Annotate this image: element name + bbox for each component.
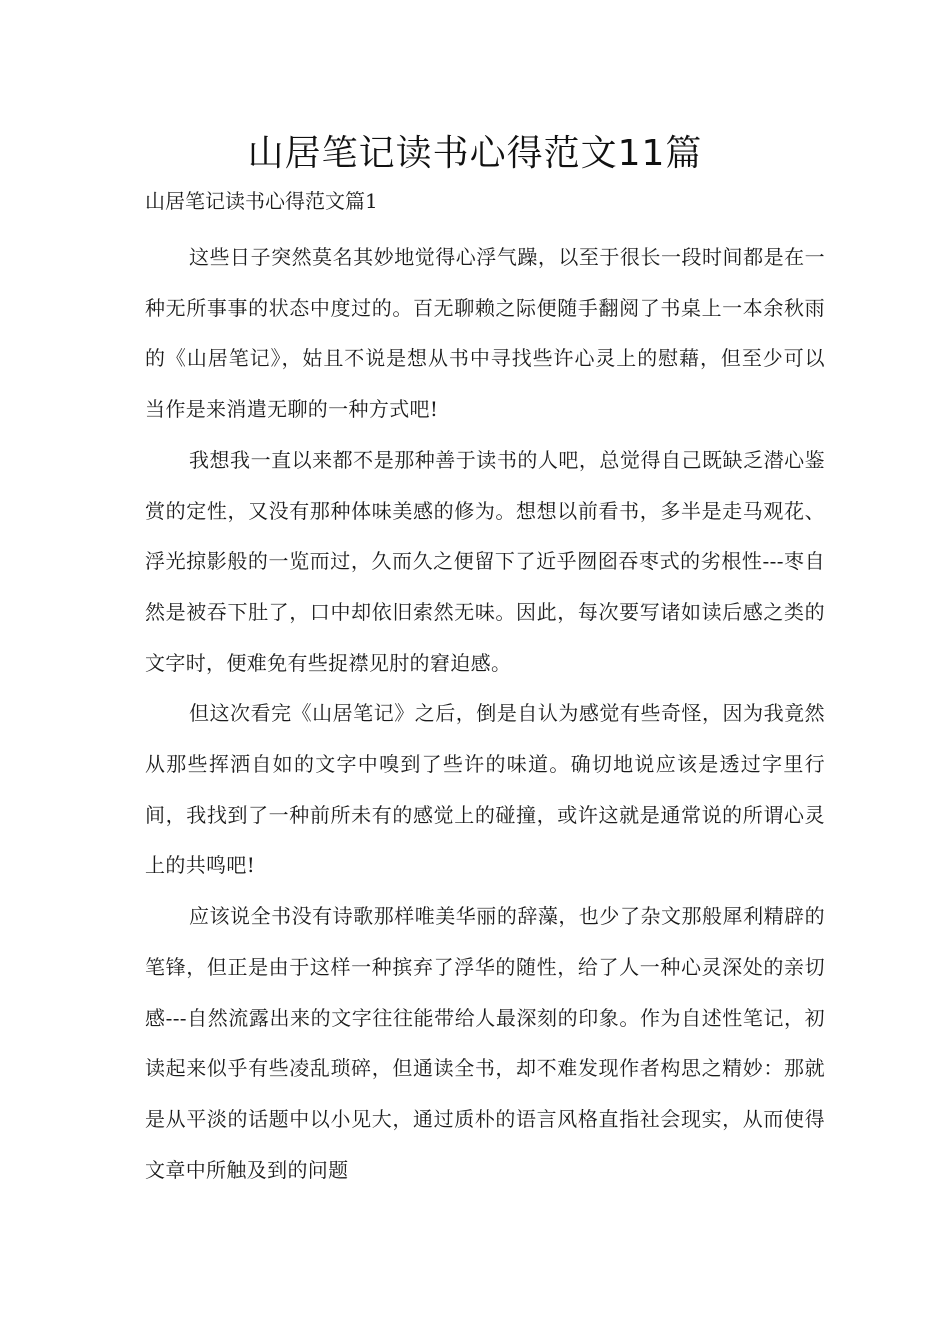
paragraph: 这些日子突然莫名其妙地觉得心浮气躁，以至于很长一段时间都是在一种无所事事的状态中度过的。百无聊赖之际便随手翻阅了书桌上一本余秋雨的《山居笔记》，姑且不说是想从书中寻找些许心灵上的慰藉，但至少可以当作是来消遣无聊的一种方式吧! xyxy=(145,245,825,422)
paragraph: 我想我一直以来都不是那种善于读书的人吧，总觉得自己既缺乏潜心鉴赏的定性，又没有那种体味美感的修为。想想以前看书，多半是走马观花、浮光掠影般的一览而过，久而久之便留下了近乎囫囵吞枣式的劣根性---枣自然是被吞下肚了，口中却依旧索然无味。因此，每次要写诸如读后感之类的文字时，便难免有些捉襟见肘的窘迫感。 xyxy=(145,447,825,675)
paragraph: 但这次看完《山居笔记》之后，倒是自认为感觉有些奇怪，因为我竟然从那些挥洒自如的文字中嗅到了些许的味道。确切地说应该是透过字里行间，我找到了一种前所未有的感觉上的碰撞，或许这就是通常说的所谓心灵上的共鸣吧! xyxy=(145,701,825,878)
document-body xyxy=(145,232,825,1195)
document-title: 山居笔记读书心得范文11篇 xyxy=(247,133,703,174)
paragraph: 应该说全书没有诗歌那样唯美华丽的辞藻，也少了杂文那般犀利精辟的笔锋，但正是由于这样一种摈弃了浮华的随性，给了人一种心灵深处的亲切感---自然流露出来的文字往往能带给人最深刻的印象。作为自述性笔记，初读起来似乎有些凌乱琐碎，但通读全书，却不难发现作者构思之精妙：那就是从平淡的话题中以小见大，通过质朴的语言风格直指社会现实，从而使得文章中所触及到的问题 xyxy=(145,904,825,1182)
section-heading: 山居笔记读书心得范文篇1 xyxy=(145,189,378,213)
